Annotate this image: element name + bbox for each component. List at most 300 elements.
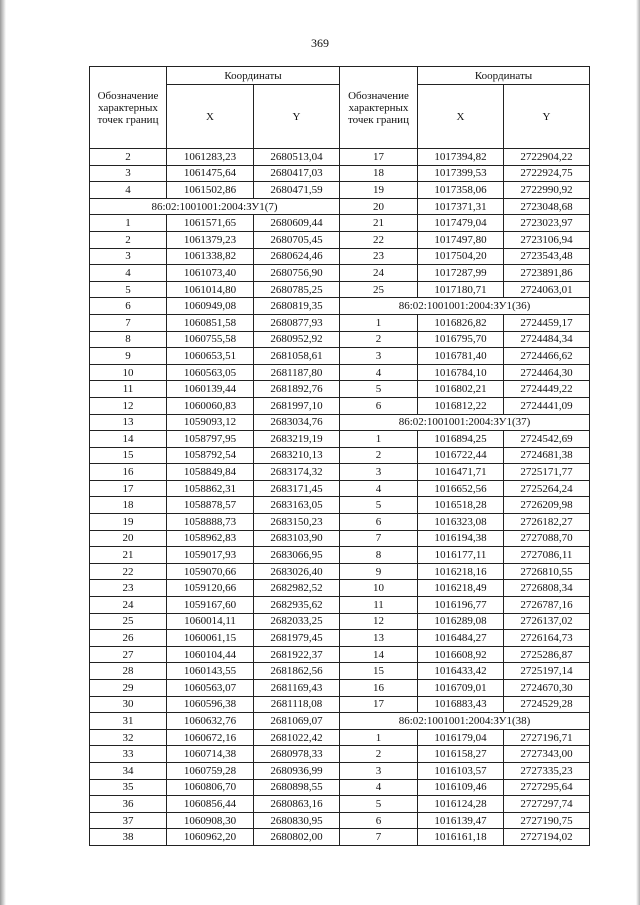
y-coordinate-right: 2724466,62 — [504, 348, 590, 365]
x-coordinate-left: 1060714,38 — [167, 746, 254, 763]
point-number-left: 3 — [90, 165, 167, 182]
table-row — [90, 198, 590, 215]
x-coordinate-right: 1016179,04 — [418, 729, 504, 746]
y-coordinate-left: 2681169,43 — [254, 680, 340, 697]
point-number-right: 6 — [340, 812, 418, 829]
table-row — [90, 314, 590, 331]
point-number-left: 11 — [90, 381, 167, 398]
x-coordinate-right: 1016433,42 — [418, 663, 504, 680]
x-coordinate-right: 1016826,82 — [418, 314, 504, 331]
point-number-left: 36 — [90, 796, 167, 813]
x-coordinate-right: 1016812,22 — [418, 397, 504, 414]
table-row — [90, 397, 590, 414]
y-coordinate-left: 2680830,95 — [254, 812, 340, 829]
x-coordinate-left: 1060806,70 — [167, 779, 254, 796]
point-number-left: 35 — [90, 779, 167, 796]
x-coordinate-right: 1016158,27 — [418, 746, 504, 763]
x-coordinate-right: 1016894,25 — [418, 431, 504, 448]
point-number-left: 4 — [90, 265, 167, 282]
x-coordinate-right: 1016802,21 — [418, 381, 504, 398]
point-number-left: 22 — [90, 563, 167, 580]
y-coordinate-left: 2683171,45 — [254, 480, 340, 497]
point-number-left: 23 — [90, 580, 167, 597]
y-coordinate-right: 2722924,75 — [504, 165, 590, 182]
x-coordinate-right: 1016194,38 — [418, 530, 504, 547]
point-number-right: 18 — [340, 165, 418, 182]
section-header-right: 86:02:1001001:2004:ЗУ1(38) — [340, 713, 590, 730]
y-coordinate-right: 2727297,74 — [504, 796, 590, 813]
point-number-right: 16 — [340, 680, 418, 697]
y-coordinate-left: 2682033,25 — [254, 613, 340, 630]
point-number-left: 26 — [90, 630, 167, 647]
y-coordinate-right: 2722904,22 — [504, 149, 590, 166]
point-number-left: 3 — [90, 248, 167, 265]
y-coordinate-left: 2683219,19 — [254, 431, 340, 448]
point-number-left: 38 — [90, 829, 167, 846]
point-number-right: 17 — [340, 696, 418, 713]
table-row — [90, 746, 590, 763]
header-y-left: Y — [254, 85, 340, 149]
y-coordinate-right: 2724529,28 — [504, 696, 590, 713]
y-coordinate-left: 2680785,25 — [254, 281, 340, 298]
table-row — [90, 796, 590, 813]
x-coordinate-right: 1016608,92 — [418, 646, 504, 663]
x-coordinate-right: 1017497,80 — [418, 231, 504, 248]
table-row — [90, 265, 590, 282]
y-coordinate-right: 2724441,09 — [504, 397, 590, 414]
x-coordinate-left: 1060139,44 — [167, 381, 254, 398]
y-coordinate-left: 2683150,23 — [254, 514, 340, 531]
table-header — [90, 67, 590, 149]
header-x-left: X — [167, 85, 254, 149]
table-row — [90, 364, 590, 381]
x-coordinate-right: 1017479,04 — [418, 215, 504, 232]
x-coordinate-left: 1060143,55 — [167, 663, 254, 680]
point-number-left: 34 — [90, 762, 167, 779]
table-row — [90, 563, 590, 580]
x-coordinate-left: 1060949,08 — [167, 298, 254, 315]
point-number-left: 32 — [90, 729, 167, 746]
x-coordinate-right: 1016323,08 — [418, 514, 504, 531]
table-row — [90, 431, 590, 448]
point-number-right: 3 — [340, 762, 418, 779]
y-coordinate-right: 2724670,30 — [504, 680, 590, 697]
point-number-right: 6 — [340, 397, 418, 414]
y-coordinate-left: 2680877,93 — [254, 314, 340, 331]
x-coordinate-left: 1060672,16 — [167, 729, 254, 746]
y-coordinate-left: 2680819,35 — [254, 298, 340, 315]
x-coordinate-left: 1061502,86 — [167, 182, 254, 199]
point-number-left: 10 — [90, 364, 167, 381]
point-number-right: 20 — [340, 198, 418, 215]
y-coordinate-left: 2680863,16 — [254, 796, 340, 813]
y-coordinate-right: 2727196,71 — [504, 729, 590, 746]
x-coordinate-right: 1016784,10 — [418, 364, 504, 381]
y-coordinate-right: 2726182,27 — [504, 514, 590, 531]
x-coordinate-right: 1017394,82 — [418, 149, 504, 166]
x-coordinate-left: 1060851,58 — [167, 314, 254, 331]
y-coordinate-right: 2727190,75 — [504, 812, 590, 829]
x-coordinate-right: 1017504,20 — [418, 248, 504, 265]
table-row — [90, 663, 590, 680]
y-coordinate-left: 2681979,45 — [254, 630, 340, 647]
y-coordinate-right: 2724464,30 — [504, 364, 590, 381]
point-number-right: 1 — [340, 314, 418, 331]
point-number-left: 13 — [90, 414, 167, 431]
y-coordinate-right: 2722990,92 — [504, 182, 590, 199]
table-row — [90, 447, 590, 464]
table-row — [90, 696, 590, 713]
y-coordinate-left: 2683103,90 — [254, 530, 340, 547]
x-coordinate-left: 1060061,15 — [167, 630, 254, 647]
y-coordinate-left: 2680417,03 — [254, 165, 340, 182]
x-coordinate-right: 1016218,49 — [418, 580, 504, 597]
coordinates-table — [89, 66, 590, 846]
y-coordinate-right: 2724542,69 — [504, 431, 590, 448]
point-number-left: 28 — [90, 663, 167, 680]
section-header-left: 86:02:1001001:2004:ЗУ1(7) — [90, 198, 340, 215]
table-row — [90, 613, 590, 630]
table-row — [90, 779, 590, 796]
point-number-right: 23 — [340, 248, 418, 265]
y-coordinate-left: 2681997,10 — [254, 397, 340, 414]
table-row — [90, 215, 590, 232]
point-number-left: 2 — [90, 231, 167, 248]
y-coordinate-right: 2726164,73 — [504, 630, 590, 647]
x-coordinate-right: 1016109,46 — [418, 779, 504, 796]
y-coordinate-left: 2681022,42 — [254, 729, 340, 746]
point-number-left: 7 — [90, 314, 167, 331]
x-coordinate-right: 1016781,40 — [418, 348, 504, 365]
y-coordinate-left: 2681187,80 — [254, 364, 340, 381]
y-coordinate-left: 2683163,05 — [254, 497, 340, 514]
y-coordinate-right: 2723048,68 — [504, 198, 590, 215]
y-coordinate-right: 2726137,02 — [504, 613, 590, 630]
y-coordinate-left: 2680624,46 — [254, 248, 340, 265]
y-coordinate-left: 2680705,45 — [254, 231, 340, 248]
table-row — [90, 231, 590, 248]
y-coordinate-right: 2725286,87 — [504, 646, 590, 663]
point-number-left: 30 — [90, 696, 167, 713]
section-header-right: 86:02:1001001:2004:ЗУ1(37) — [340, 414, 590, 431]
y-coordinate-right: 2726787,16 — [504, 597, 590, 614]
table-row — [90, 547, 590, 564]
x-coordinate-left: 1060014,11 — [167, 613, 254, 630]
table-row — [90, 298, 590, 315]
y-coordinate-left: 2680609,44 — [254, 215, 340, 232]
table-row — [90, 630, 590, 647]
x-coordinate-right: 1016722,44 — [418, 447, 504, 464]
x-coordinate-right: 1017399,53 — [418, 165, 504, 182]
x-coordinate-left: 1058888,73 — [167, 514, 254, 531]
point-number-left: 29 — [90, 680, 167, 697]
point-number-left: 18 — [90, 497, 167, 514]
point-number-right: 15 — [340, 663, 418, 680]
x-coordinate-right: 1016289,08 — [418, 613, 504, 630]
point-number-right: 4 — [340, 779, 418, 796]
table-row — [90, 514, 590, 531]
y-coordinate-right: 2724449,22 — [504, 381, 590, 398]
point-number-right: 7 — [340, 530, 418, 547]
header-designation-left: Обозначение характерных точек границ — [90, 67, 167, 149]
table-row — [90, 331, 590, 348]
y-coordinate-left: 2680756,90 — [254, 265, 340, 282]
y-coordinate-right: 2723106,94 — [504, 231, 590, 248]
point-number-right: 3 — [340, 464, 418, 481]
y-coordinate-left: 2681118,08 — [254, 696, 340, 713]
x-coordinate-left: 1060856,44 — [167, 796, 254, 813]
x-coordinate-right: 1017287,99 — [418, 265, 504, 282]
y-coordinate-right: 2725264,24 — [504, 480, 590, 497]
x-coordinate-right: 1016124,28 — [418, 796, 504, 813]
point-number-right: 2 — [340, 447, 418, 464]
page-number: 369 — [311, 36, 329, 50]
x-coordinate-left: 1060653,51 — [167, 348, 254, 365]
point-number-right: 21 — [340, 215, 418, 232]
point-number-right: 4 — [340, 364, 418, 381]
y-coordinate-left: 2681892,76 — [254, 381, 340, 398]
point-number-right: 6 — [340, 514, 418, 531]
point-number-left: 21 — [90, 547, 167, 564]
y-coordinate-right: 2726810,55 — [504, 563, 590, 580]
point-number-right: 10 — [340, 580, 418, 597]
x-coordinate-left: 1060962,20 — [167, 829, 254, 846]
y-coordinate-right: 2723891,86 — [504, 265, 590, 282]
header-y-right: Y — [504, 85, 590, 149]
x-coordinate-right: 1016161,18 — [418, 829, 504, 846]
y-coordinate-right: 2724681,38 — [504, 447, 590, 464]
x-coordinate-left: 1060596,38 — [167, 696, 254, 713]
table-body — [90, 149, 590, 846]
y-coordinate-right: 2725171,77 — [504, 464, 590, 481]
point-number-left: 4 — [90, 182, 167, 199]
x-coordinate-right: 1016795,70 — [418, 331, 504, 348]
y-coordinate-right: 2724063,01 — [504, 281, 590, 298]
x-coordinate-right: 1016196,77 — [418, 597, 504, 614]
y-coordinate-left: 2681069,07 — [254, 713, 340, 730]
y-coordinate-right: 2723023,97 — [504, 215, 590, 232]
point-number-right: 2 — [340, 331, 418, 348]
table-row — [90, 729, 590, 746]
x-coordinate-right: 1016103,57 — [418, 762, 504, 779]
point-number-right: 1 — [340, 431, 418, 448]
table-row — [90, 812, 590, 829]
y-coordinate-left: 2681862,56 — [254, 663, 340, 680]
x-coordinate-left: 1058962,83 — [167, 530, 254, 547]
y-coordinate-right: 2727343,00 — [504, 746, 590, 763]
y-coordinate-right: 2726808,34 — [504, 580, 590, 597]
point-number-left: 12 — [90, 397, 167, 414]
y-coordinate-right: 2727086,11 — [504, 547, 590, 564]
point-number-left: 1 — [90, 215, 167, 232]
table-row — [90, 464, 590, 481]
x-coordinate-right: 1016652,56 — [418, 480, 504, 497]
y-coordinate-right: 2725197,14 — [504, 663, 590, 680]
x-coordinate-left: 1061475,64 — [167, 165, 254, 182]
y-coordinate-right: 2724459,17 — [504, 314, 590, 331]
x-coordinate-right: 1016471,71 — [418, 464, 504, 481]
x-coordinate-left: 1058792,54 — [167, 447, 254, 464]
table-row — [90, 480, 590, 497]
y-coordinate-left: 2681922,37 — [254, 646, 340, 663]
point-number-left: 8 — [90, 331, 167, 348]
y-coordinate-left: 2683034,76 — [254, 414, 340, 431]
x-coordinate-left: 1061283,23 — [167, 149, 254, 166]
y-coordinate-right: 2726209,98 — [504, 497, 590, 514]
y-coordinate-left: 2680802,00 — [254, 829, 340, 846]
x-coordinate-left: 1060104,44 — [167, 646, 254, 663]
x-coordinate-left: 1059093,12 — [167, 414, 254, 431]
point-number-left: 37 — [90, 812, 167, 829]
point-number-left: 2 — [90, 149, 167, 166]
header-coordinates-right: Координаты — [418, 67, 590, 85]
y-coordinate-left: 2681058,61 — [254, 348, 340, 365]
point-number-right: 9 — [340, 563, 418, 580]
point-number-left: 14 — [90, 431, 167, 448]
section-header-right: 86:02:1001001:2004:ЗУ1(36) — [340, 298, 590, 315]
x-coordinate-left: 1060632,76 — [167, 713, 254, 730]
scan-edge-left — [0, 0, 6, 905]
point-number-left: 24 — [90, 597, 167, 614]
table-row — [90, 381, 590, 398]
point-number-right: 13 — [340, 630, 418, 647]
y-coordinate-left: 2683066,95 — [254, 547, 340, 564]
x-coordinate-left: 1059120,66 — [167, 580, 254, 597]
x-coordinate-right: 1016518,28 — [418, 497, 504, 514]
point-number-right: 2 — [340, 746, 418, 763]
y-coordinate-right: 2727295,64 — [504, 779, 590, 796]
y-coordinate-left: 2680952,92 — [254, 331, 340, 348]
x-coordinate-left: 1058862,31 — [167, 480, 254, 497]
table-row — [90, 165, 590, 182]
x-coordinate-left: 1059017,93 — [167, 547, 254, 564]
point-number-right: 5 — [340, 381, 418, 398]
y-coordinate-left: 2680471,59 — [254, 182, 340, 199]
x-coordinate-left: 1060563,05 — [167, 364, 254, 381]
point-number-left: 27 — [90, 646, 167, 663]
x-coordinate-left: 1061073,40 — [167, 265, 254, 282]
table-row — [90, 829, 590, 846]
y-coordinate-right: 2724484,34 — [504, 331, 590, 348]
table-row — [90, 580, 590, 597]
y-coordinate-right: 2727088,70 — [504, 530, 590, 547]
x-coordinate-left: 1058878,57 — [167, 497, 254, 514]
point-number-right: 7 — [340, 829, 418, 846]
x-coordinate-left: 1060908,30 — [167, 812, 254, 829]
point-number-right: 8 — [340, 547, 418, 564]
point-number-left: 20 — [90, 530, 167, 547]
x-coordinate-left: 1061014,80 — [167, 281, 254, 298]
table-row — [90, 762, 590, 779]
table-row — [90, 281, 590, 298]
point-number-right: 4 — [340, 480, 418, 497]
table-row — [90, 248, 590, 265]
table-row — [90, 713, 590, 730]
point-number-right: 24 — [340, 265, 418, 282]
table-row — [90, 680, 590, 697]
x-coordinate-left: 1061571,65 — [167, 215, 254, 232]
x-coordinate-right: 1016883,43 — [418, 696, 504, 713]
table-row — [90, 646, 590, 663]
y-coordinate-left: 2683210,13 — [254, 447, 340, 464]
table-row — [90, 497, 590, 514]
x-coordinate-right: 1017358,06 — [418, 182, 504, 199]
point-number-left: 5 — [90, 281, 167, 298]
point-number-right: 11 — [340, 597, 418, 614]
x-coordinate-left: 1058797,95 — [167, 431, 254, 448]
point-number-left: 9 — [90, 348, 167, 365]
y-coordinate-left: 2683026,40 — [254, 563, 340, 580]
point-number-right: 17 — [340, 149, 418, 166]
point-number-right: 5 — [340, 497, 418, 514]
y-coordinate-left: 2680936,99 — [254, 762, 340, 779]
header-designation-right: Обозначение характерных точек границ — [340, 67, 418, 149]
table-row — [90, 530, 590, 547]
y-coordinate-left: 2680978,33 — [254, 746, 340, 763]
point-number-left: 15 — [90, 447, 167, 464]
header-coordinates-left: Координаты — [167, 67, 340, 85]
x-coordinate-right: 1016218,16 — [418, 563, 504, 580]
x-coordinate-left: 1061338,82 — [167, 248, 254, 265]
table-row — [90, 348, 590, 365]
point-number-left: 25 — [90, 613, 167, 630]
x-coordinate-right: 1016177,11 — [418, 547, 504, 564]
y-coordinate-left: 2680898,55 — [254, 779, 340, 796]
x-coordinate-left: 1060060,83 — [167, 397, 254, 414]
point-number-left: 16 — [90, 464, 167, 481]
x-coordinate-right: 1016709,01 — [418, 680, 504, 697]
x-coordinate-right: 1016139,47 — [418, 812, 504, 829]
y-coordinate-right: 2727335,23 — [504, 762, 590, 779]
point-number-left: 19 — [90, 514, 167, 531]
x-coordinate-right: 1017371,31 — [418, 198, 504, 215]
x-coordinate-right: 1016484,27 — [418, 630, 504, 647]
point-number-left: 17 — [90, 480, 167, 497]
point-number-right: 12 — [340, 613, 418, 630]
y-coordinate-left: 2682935,62 — [254, 597, 340, 614]
table-row — [90, 597, 590, 614]
x-coordinate-left: 1059070,66 — [167, 563, 254, 580]
point-number-right: 22 — [340, 231, 418, 248]
x-coordinate-left: 1060759,28 — [167, 762, 254, 779]
table-row — [90, 182, 590, 199]
point-number-right: 3 — [340, 348, 418, 365]
x-coordinate-left: 1061379,23 — [167, 231, 254, 248]
x-coordinate-left: 1058849,84 — [167, 464, 254, 481]
y-coordinate-left: 2680513,04 — [254, 149, 340, 166]
point-number-right: 5 — [340, 796, 418, 813]
point-number-right: 25 — [340, 281, 418, 298]
point-number-left: 33 — [90, 746, 167, 763]
scan-edge-right — [636, 0, 640, 905]
point-number-left: 6 — [90, 298, 167, 315]
point-number-right: 1 — [340, 729, 418, 746]
point-number-right: 19 — [340, 182, 418, 199]
x-coordinate-left: 1059167,60 — [167, 597, 254, 614]
x-coordinate-right: 1017180,71 — [418, 281, 504, 298]
y-coordinate-right: 2727194,02 — [504, 829, 590, 846]
point-number-left: 31 — [90, 713, 167, 730]
y-coordinate-right: 2723543,48 — [504, 248, 590, 265]
header-x-right: X — [418, 85, 504, 149]
y-coordinate-left: 2683174,32 — [254, 464, 340, 481]
x-coordinate-left: 1060755,58 — [167, 331, 254, 348]
table-row — [90, 149, 590, 166]
x-coordinate-left: 1060563,07 — [167, 680, 254, 697]
table-row — [90, 414, 590, 431]
point-number-right: 14 — [340, 646, 418, 663]
y-coordinate-left: 2682982,52 — [254, 580, 340, 597]
